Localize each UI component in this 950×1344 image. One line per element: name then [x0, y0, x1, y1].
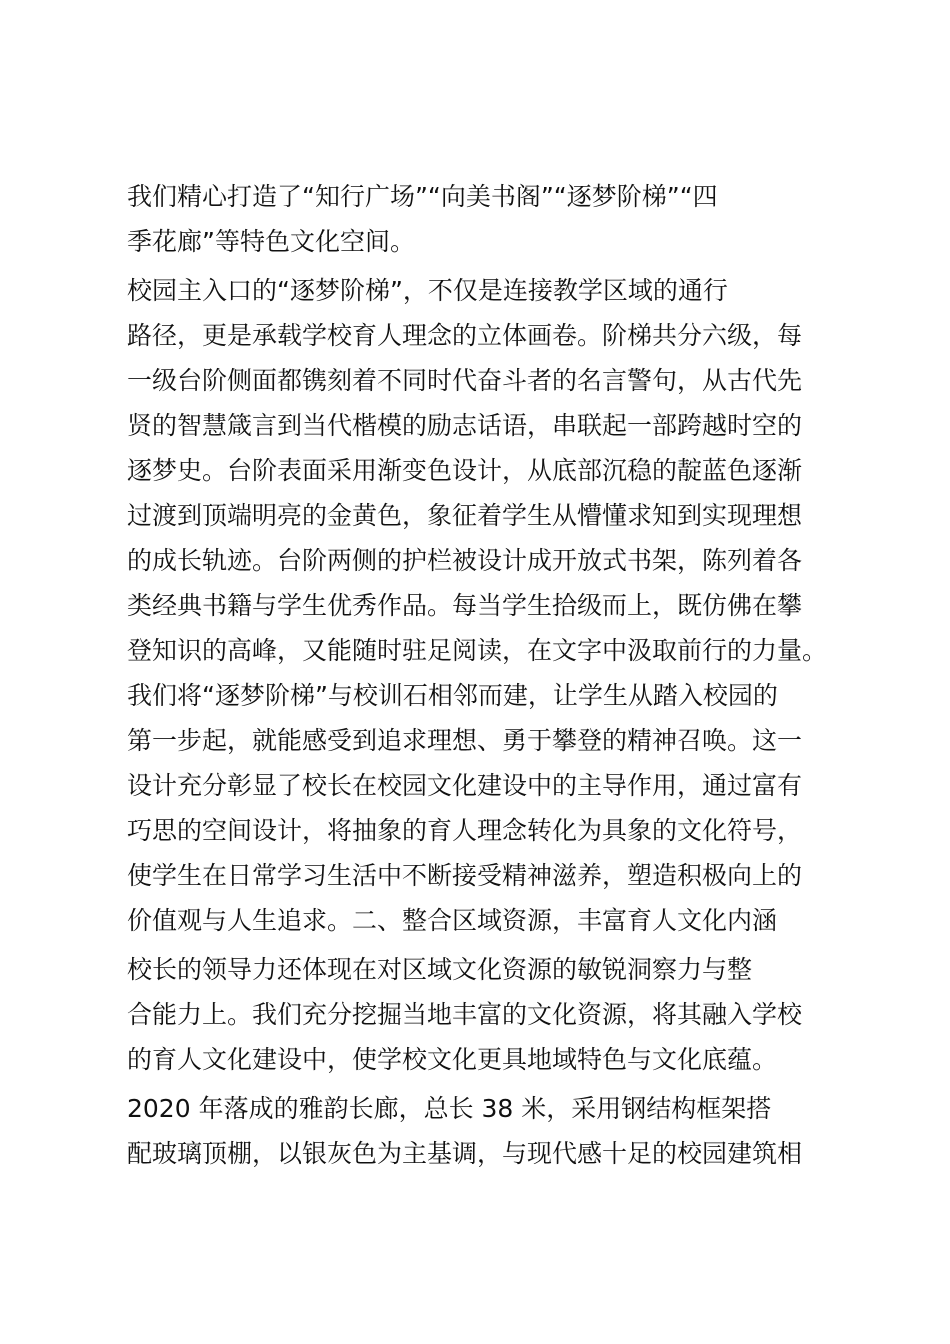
text-line: 合能力上。我们充分挖掘当地丰富的文化资源，将其融入学校 — [127, 1000, 803, 1029]
text-line: 我们将“逐梦阶梯”与校训石相邻而建，让学生从踏入校园的 — [127, 681, 778, 710]
body-text — [127, 174, 847, 1176]
text-line: 使学生在日常学习生活中不断接受精神滋养，塑造积极向上的 — [127, 861, 803, 890]
text-line: 设计充分彰显了校长在校园文化建设中的主导作用，通过富有 — [127, 771, 803, 800]
text-line: 的成长轨迹。台阶两侧的护栏被设计成开放式书架，陈列着各 — [127, 546, 803, 575]
text-line: 季花廊”等特色文化空间。 — [127, 227, 415, 256]
paragraph-first-line: 校长的领导力还体现在对区域文化资源的敏锐洞察力与整 — [127, 955, 753, 984]
text-line: 路径，更是承载学校育人理念的立体画卷。阶梯共分六级，每 — [127, 321, 803, 350]
text-line: 我们精心打造了“知行广场”“向美书阁”“逐梦阶梯”“四 — [127, 182, 718, 211]
text-line: 逐梦史。台阶表面采用渐变色设计，从底部沉稳的靛蓝色逐渐 — [127, 456, 803, 485]
text-line: 价值观与人生追求。二、整合区域资源，丰富育人文化内涵 — [127, 906, 778, 935]
paragraph-first-line: 2020 年落成的雅韵长廊，总长 38 米，采用钢结构框架搭 — [127, 1094, 772, 1123]
text-line: 一级台阶侧面都镌刻着不同时代奋斗者的名言警句，从古代先 — [127, 366, 803, 395]
text-line: 贤的智慧箴言到当代楷模的励志话语，串联起一部跨越时空的 — [127, 411, 803, 440]
text-line: 的育人文化建设中，使学校文化更具地域特色与文化底蕴。 — [127, 1045, 778, 1074]
text-line: 巧思的空间设计，将抽象的育人理念转化为具象的文化符号， — [127, 816, 803, 845]
text-line: 类经典书籍与学生优秀作品。每当学生拾级而上，既仿佛在攀 — [127, 591, 803, 620]
text-line: 登知识的高峰，又能随时驻足阅读，在文字中汲取前行的力量。 — [127, 636, 828, 665]
text-line: 第一步起，就能感受到追求理想、勇于攀登的精神召唤。这一 — [127, 726, 803, 755]
text-line: 过渡到顶端明亮的金黄色，象征着学生从懵懂求知到实现理想 — [127, 501, 803, 530]
text-line: 配玻璃顶棚，以银灰色为主基调，与现代感十足的校园建筑相 — [127, 1139, 803, 1168]
paragraph-first-line: 校园主入口的“逐梦阶梯”，不仅是连接教学区域的通行 — [127, 276, 728, 305]
